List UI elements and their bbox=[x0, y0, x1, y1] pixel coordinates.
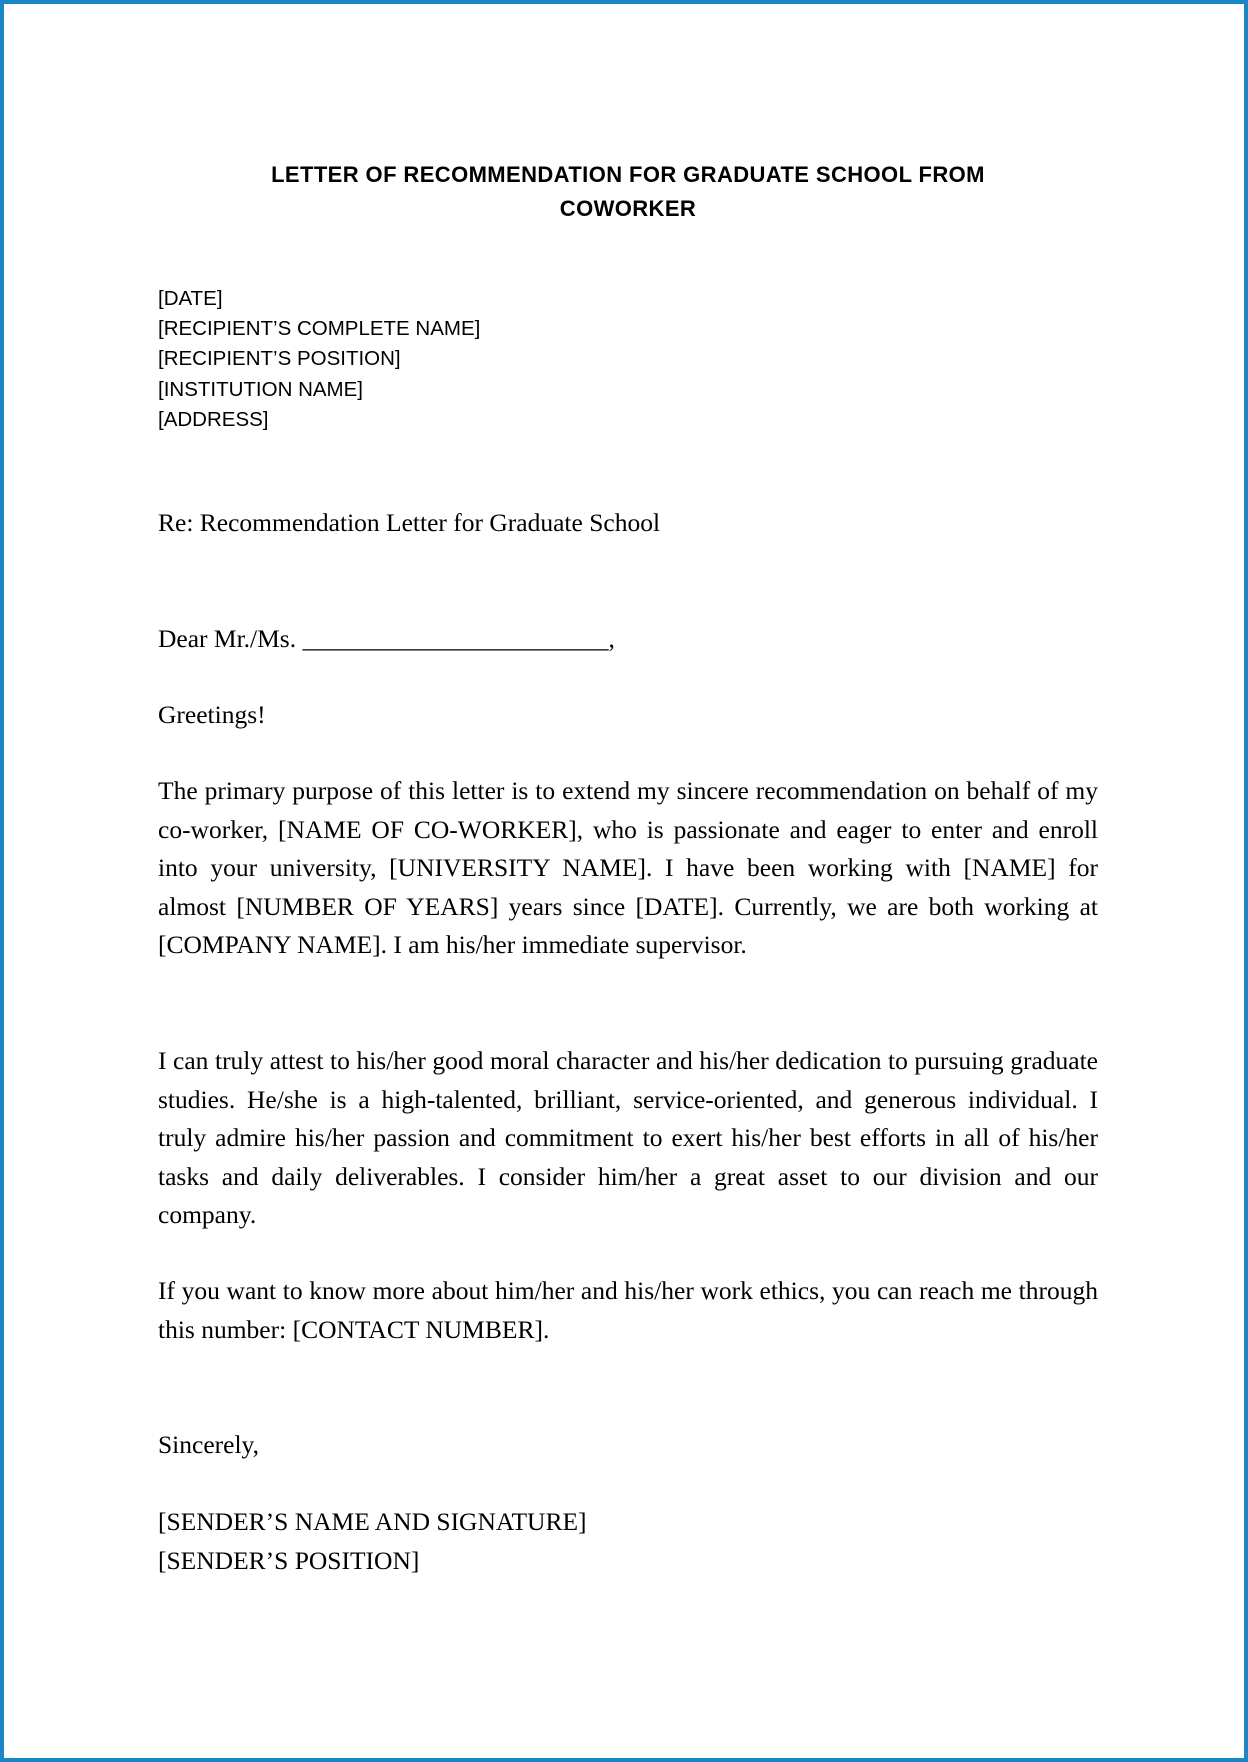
recipient-date: [DATE] bbox=[158, 287, 223, 310]
recipient-name: [RECIPIENT’S COMPLETE NAME] bbox=[158, 317, 481, 341]
salutation: Dear Mr./Ms. ________________________, bbox=[158, 624, 615, 653]
letter-title bbox=[158, 158, 1098, 226]
sender-position: [SENDER’S POSITION] bbox=[158, 1545, 420, 1575]
body-paragraph-1: The primary purpose of this letter is to extend my sincere recommendation on behalf of my co-worker, [NAME OF CO-WORKER], who is passionate and eager to enter and enroll into your university, [UNIVERSITY NAME]. I have been working with [NAME] for almost [NUMBER OF YEARS] years since [DATE]. Currently, we are both working at [COMPANY NAME]. I am his/her immediate supervisor. bbox=[158, 776, 1098, 960]
body-paragraph-3: If you want to know more about him/her and his/her work ethics, you can reach me through this number: [CONTACT NUMBER]. bbox=[158, 1276, 1098, 1344]
recipient-address: [ADDRESS] bbox=[158, 407, 269, 431]
letter-title-line-1: LETTER OF RECOMMENDATION FOR GRADUATE SCHOOL FROM bbox=[271, 162, 985, 187]
greeting: Greetings! bbox=[158, 700, 266, 729]
subject-line: Re: Recommendation Letter for Graduate School bbox=[158, 508, 661, 537]
sender-name: [SENDER’S NAME AND SIGNATURE] bbox=[158, 1507, 587, 1536]
recipient-position: [RECIPIENT’S POSITION] bbox=[158, 347, 401, 371]
recipient-block bbox=[158, 284, 480, 435]
closing: Sincerely, bbox=[158, 1430, 260, 1459]
letter-title-line-2: COWORKER bbox=[559, 196, 697, 221]
recipient-institution: [INSTITUTION NAME] bbox=[158, 377, 363, 401]
body-paragraph-2: I can truly attest to his/her good moral character and his/her dedication to pursuing graduate studies. He/she is a high-talented, brilliant, service-oriented, and generous individual. I truly admire his/her passion and commitment to exert his/her best efforts in all of his/her tasks and daily deliverables. I consider him/her a great asset to our division and our company. bbox=[158, 1046, 1098, 1230]
sender-block bbox=[158, 1503, 587, 1580]
